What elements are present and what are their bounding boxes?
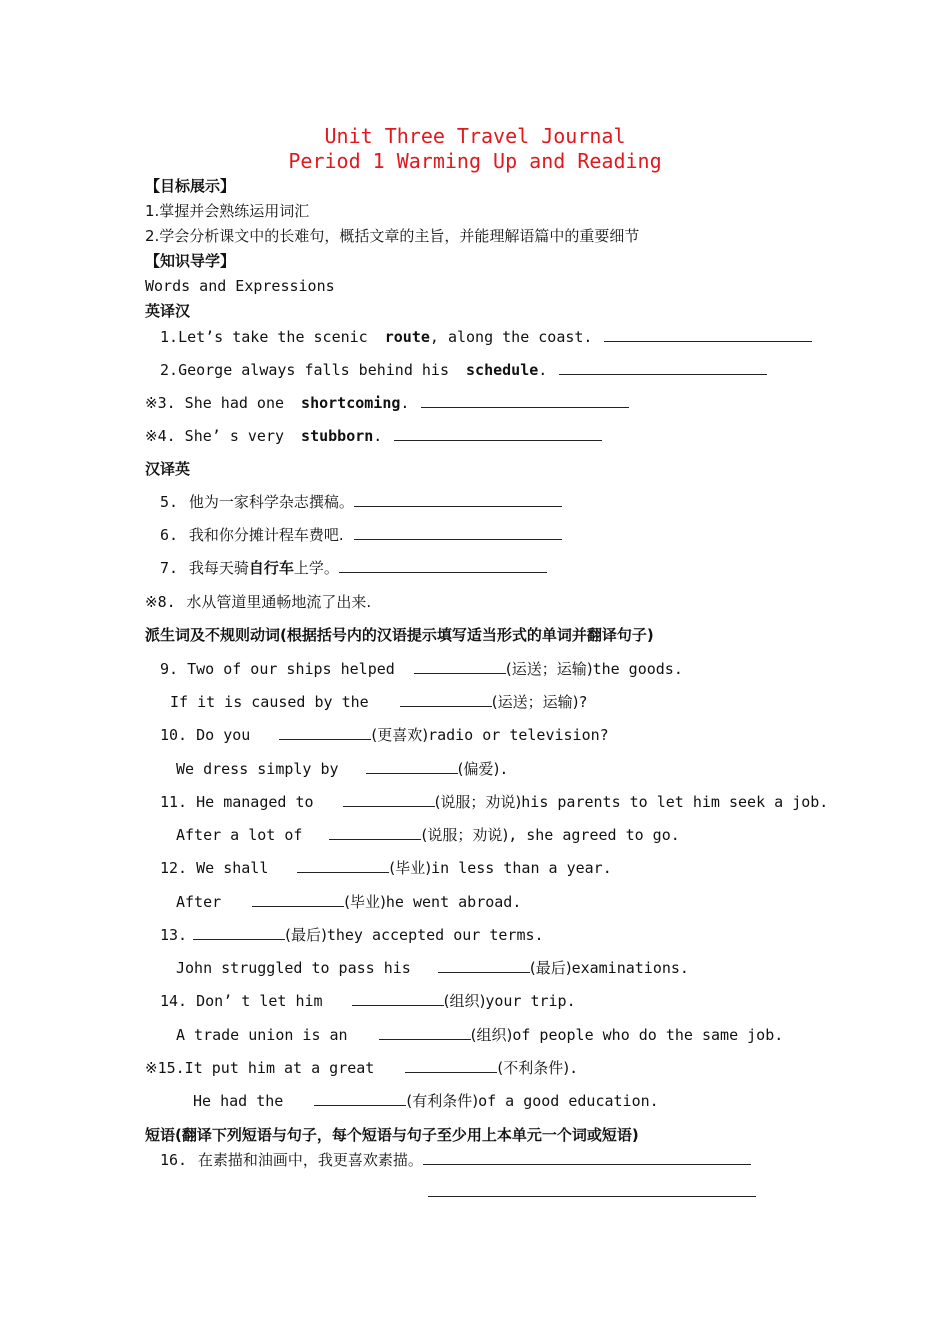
question-number: ※8. — [145, 593, 176, 611]
question-14-b — [176, 1025, 783, 1045]
question-5 — [160, 492, 562, 512]
question-11-b — [176, 825, 680, 845]
question-8 — [145, 592, 371, 612]
question-16-continuation — [428, 1182, 756, 1203]
question-10-a — [160, 725, 609, 745]
hint: (说服；劝说) — [434, 793, 522, 811]
question-text: We dress simply by — [176, 760, 348, 778]
hint: (有利条件) — [406, 1092, 479, 1110]
answer-blank[interactable] — [354, 492, 562, 507]
answer-blank[interactable] — [423, 1150, 751, 1165]
title-line-1: Unit Three Travel Journal — [324, 124, 626, 148]
answer-blank[interactable] — [394, 426, 602, 441]
hint: (最后) — [285, 926, 327, 944]
question-text: After — [176, 893, 231, 911]
question-number: ※4. — [145, 427, 176, 445]
question-text: his parents to let him seek a job. — [521, 793, 829, 811]
question-15-a — [145, 1058, 578, 1078]
question-text: of a good education. — [478, 1092, 659, 1110]
hint: (不利条件) — [497, 1059, 570, 1077]
answer-blank[interactable] — [329, 825, 421, 840]
answer-blank[interactable] — [400, 692, 492, 707]
question-text: Don’ t let him — [196, 992, 332, 1010]
question-text: they accepted our terms. — [326, 926, 544, 944]
question-number: 16. — [160, 1151, 188, 1169]
answer-blank[interactable] — [193, 925, 285, 940]
answer-blank[interactable] — [339, 558, 547, 573]
question-text: She’ s very — [175, 427, 294, 445]
answer-blank[interactable] — [314, 1091, 406, 1106]
question-text: of people who do the same job. — [512, 1026, 784, 1044]
question-9-b — [170, 692, 587, 712]
question-text: George always falls behind his — [178, 361, 459, 379]
answer-blank[interactable] — [343, 792, 435, 807]
hint: (运送；运输) — [491, 693, 579, 711]
answer-blank[interactable] — [428, 1182, 756, 1197]
keyword: route — [384, 328, 430, 346]
question-number: 2. — [160, 361, 179, 379]
words-expressions-subheading: Words and Expressions — [145, 277, 335, 295]
question-text: Let’s take the scenic — [178, 328, 377, 346]
question-text: , along the coast. — [429, 328, 593, 346]
question-12-a — [160, 858, 612, 878]
answer-blank[interactable] — [279, 725, 371, 740]
hint: (毕业) — [344, 893, 386, 911]
answer-blank[interactable] — [379, 1025, 471, 1040]
question-text: Do you — [196, 726, 260, 744]
answer-blank[interactable] — [421, 393, 629, 408]
hint: (毕业) — [389, 859, 432, 877]
answer-blank[interactable] — [414, 659, 506, 674]
question-text: She had one — [175, 394, 294, 412]
question-text: 他为一家科学杂志撰稿。 — [188, 493, 354, 511]
question-number: ※15. — [145, 1059, 185, 1077]
question-text: It put him at a great — [184, 1059, 384, 1077]
derivatives-heading: 派生词及不规则动词(根据括号内的汉语提示填写适当形式的单词并翻译句子) — [145, 626, 654, 644]
answer-blank[interactable] — [297, 858, 389, 873]
question-text: . — [400, 394, 410, 412]
question-10-b — [176, 759, 508, 779]
question-4 — [145, 426, 602, 446]
answer-blank[interactable] — [366, 759, 458, 774]
question-number: ※3. — [145, 394, 176, 412]
hint: (最后) — [529, 959, 572, 977]
question-number: 11. — [160, 793, 188, 811]
hint: (说服；劝说) — [421, 826, 509, 844]
question-text: 上学。 — [293, 559, 339, 577]
answer-blank[interactable] — [438, 958, 530, 973]
hint: (组织) — [470, 1026, 513, 1044]
hint: (运送；运输) — [505, 660, 593, 678]
question-number: 10. — [160, 726, 188, 744]
question-number: 5. — [160, 493, 179, 511]
question-15-b — [193, 1091, 659, 1111]
question-text: 我每天骑 — [188, 559, 249, 577]
question-text: A trade union is an — [176, 1026, 357, 1044]
question-6 — [160, 525, 562, 545]
answer-blank[interactable] — [352, 991, 444, 1006]
question-text: 我和你分摊计程车费吧. — [188, 526, 344, 544]
question-number: 6. — [160, 526, 179, 544]
question-text: . — [373, 427, 383, 445]
answer-blank[interactable] — [405, 1058, 497, 1073]
title-line-2: Period 1 Warming Up and Reading — [288, 149, 662, 173]
hint: (偏爱) — [457, 760, 500, 778]
objective-item: 2.学会分析课文中的长难句，概括文章的主旨，并能理解语篇中的重要细节 — [145, 227, 640, 245]
question-text: he went abroad. — [385, 893, 522, 911]
question-number: 9. — [160, 660, 179, 678]
answer-blank[interactable] — [559, 360, 767, 375]
question-keyword: 自行车 — [248, 559, 294, 577]
question-text: . — [499, 760, 509, 778]
question-text: Two of our ships helped — [187, 660, 404, 678]
question-text: John struggled to pass his — [176, 959, 420, 977]
keyword: schedule — [466, 361, 539, 379]
hint: (更喜欢) — [371, 726, 429, 744]
question-number: 14. — [160, 992, 188, 1010]
question-text: ? — [578, 693, 588, 711]
objective-item: 1.掌握并会熟练运用词汇 — [145, 202, 310, 220]
question-text: 水从管道里通畅地流了出来. — [186, 593, 372, 611]
answer-blank[interactable] — [604, 327, 812, 342]
question-number: 12. — [160, 859, 188, 877]
question-text: radio or television? — [428, 726, 609, 744]
objectives-heading: 【目标展示】 — [145, 177, 236, 195]
question-number: 13. — [160, 926, 188, 944]
question-2 — [160, 360, 767, 380]
question-text: 在素描和油画中，我更喜欢素描。 — [197, 1151, 423, 1169]
question-9-a — [160, 659, 683, 679]
question-11-a — [160, 792, 828, 812]
question-text: He had the — [193, 1092, 293, 1110]
keyword: shortcoming — [301, 394, 401, 412]
question-16 — [160, 1150, 751, 1170]
question-text: . — [538, 361, 548, 379]
answer-blank[interactable] — [252, 892, 344, 907]
question-1 — [160, 327, 812, 347]
answer-blank[interactable] — [354, 525, 562, 540]
question-text: in less than a year. — [431, 859, 612, 877]
cn-to-en-heading: 汉译英 — [145, 460, 191, 478]
question-text: examinations. — [571, 959, 689, 977]
question-text: He managed to — [196, 793, 323, 811]
hint: (组织) — [443, 992, 486, 1010]
question-text: After a lot of — [176, 826, 312, 844]
question-14-a — [160, 991, 576, 1011]
keyword: stubborn — [301, 427, 374, 445]
question-number: 7. — [160, 559, 179, 577]
question-3 — [145, 393, 629, 413]
question-12-b — [176, 892, 521, 912]
question-text: the goods. — [592, 660, 683, 678]
phrases-heading: 短语(翻译下列短语与句子，每个短语与句子至少用上本单元一个词或短语) — [145, 1126, 639, 1144]
knowledge-heading: 【知识导学】 — [145, 252, 236, 270]
question-7 — [160, 558, 547, 578]
question-13-a — [160, 925, 544, 945]
question-text: your trip. — [485, 992, 576, 1010]
question-text: , she agreed to go. — [508, 826, 680, 844]
question-13-b — [176, 958, 689, 978]
question-number: 1. — [160, 328, 179, 346]
question-text: . — [569, 1059, 579, 1077]
en-to-cn-heading: 英译汉 — [145, 302, 191, 320]
question-text: We shall — [196, 859, 278, 877]
question-text: If it is caused by the — [170, 693, 378, 711]
